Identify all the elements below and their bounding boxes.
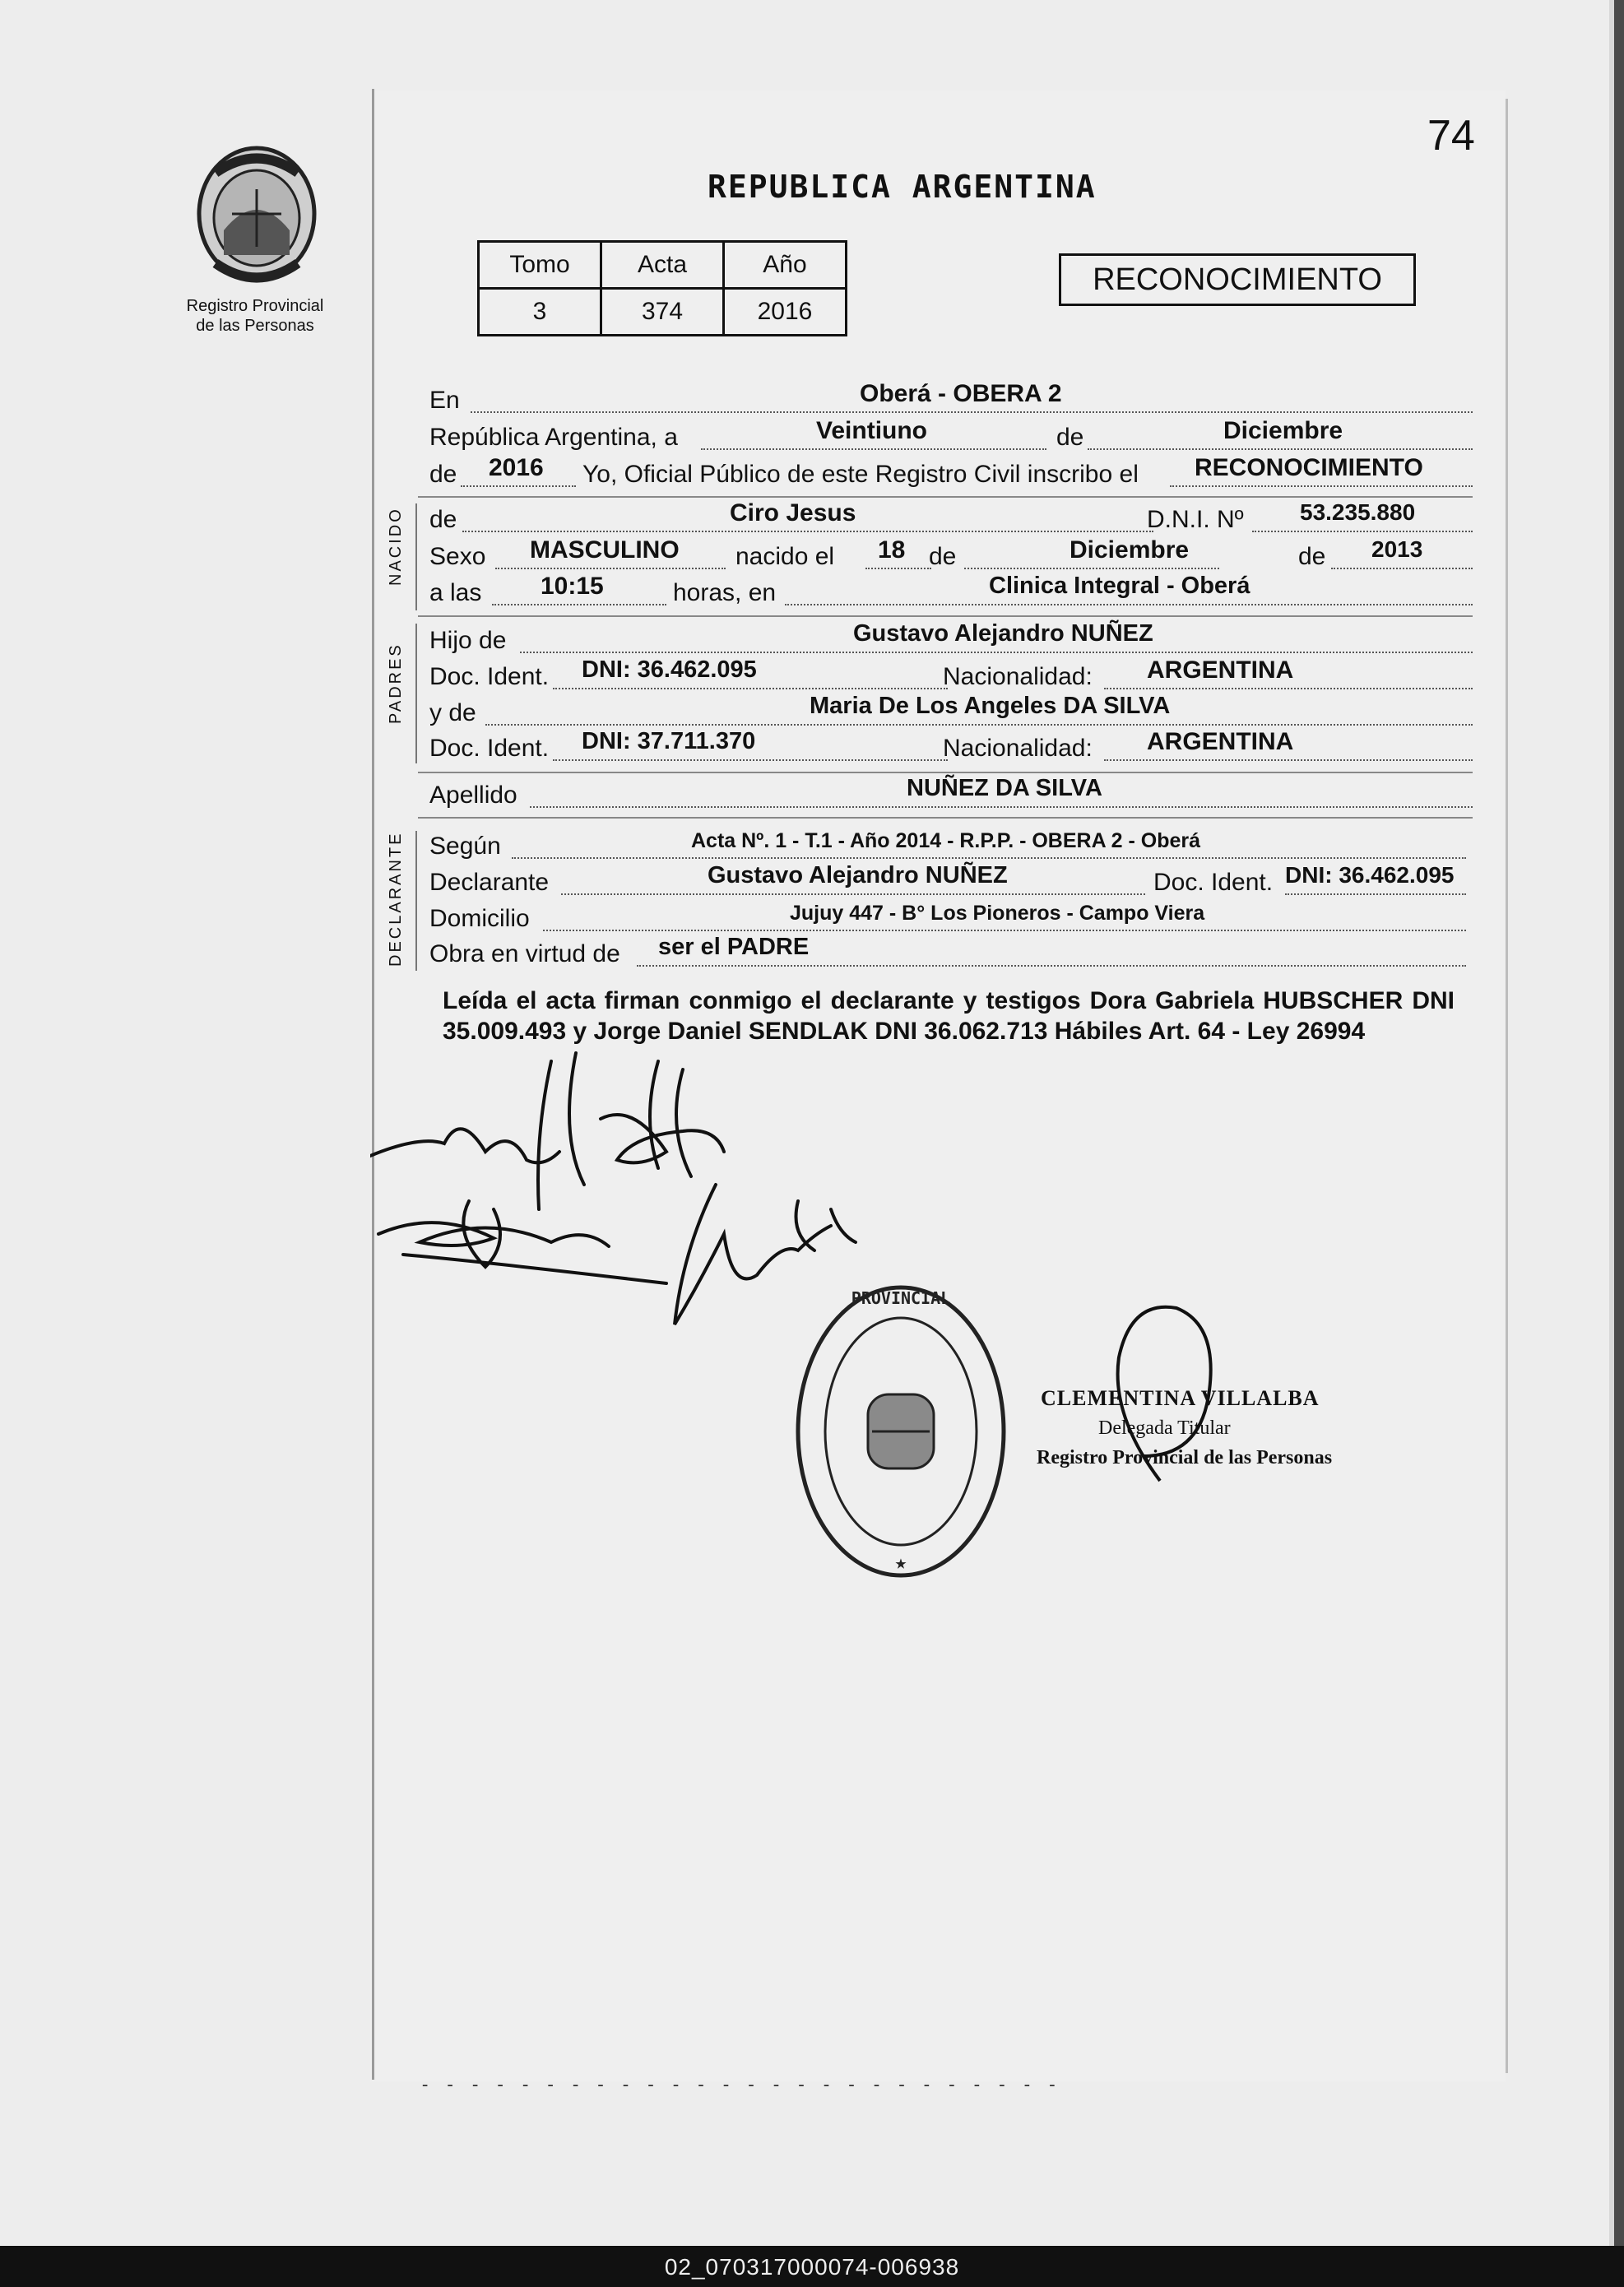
row-obra bbox=[429, 934, 1473, 976]
padres-bracket bbox=[415, 624, 417, 763]
separator bbox=[418, 772, 1473, 773]
month-value: Diciembre bbox=[1223, 417, 1343, 444]
act-value: RECONOCIMIENTO bbox=[1195, 454, 1423, 481]
birth-month-value: Diciembre bbox=[1070, 536, 1190, 564]
declarante-doc-label: Doc. Ident. bbox=[1153, 869, 1274, 896]
child-dni-value: 53.235.880 bbox=[1300, 499, 1416, 525]
sexo-value: MASCULINO bbox=[530, 536, 680, 564]
en-label: En bbox=[429, 387, 460, 414]
segun-label: Según bbox=[429, 833, 501, 860]
right-margin-line bbox=[1506, 99, 1508, 2073]
domicilio-value: Jujuy 447 - B° Los Pioneros - Campo Viera bbox=[790, 902, 1205, 925]
de-label-2: de bbox=[429, 461, 457, 488]
nacido-bracket bbox=[415, 503, 417, 610]
official-title: Delegada Titular bbox=[1098, 1417, 1231, 1439]
tomo-value: 3 bbox=[479, 289, 601, 336]
horas-label: horas, en bbox=[673, 579, 777, 606]
mother-name-value: Maria De Los Angeles DA SILVA bbox=[810, 693, 1171, 719]
anio-value: 2016 bbox=[724, 289, 847, 336]
nacido-label: nacido el bbox=[735, 543, 835, 570]
mother-nationality-value: ARGENTINA bbox=[1147, 728, 1294, 755]
separator bbox=[418, 496, 1473, 498]
separator bbox=[418, 817, 1473, 819]
registry-label-line2: de las Personas bbox=[196, 317, 314, 335]
day-value: Veintiuno bbox=[816, 417, 927, 444]
acta-value: 374 bbox=[601, 289, 724, 336]
row-year bbox=[429, 454, 1473, 497]
obra-value: ser el PADRE bbox=[658, 934, 810, 960]
alas-label: a las bbox=[429, 579, 482, 606]
row-domicilio bbox=[429, 902, 1473, 941]
footer-code: 02_070317000074-006938 bbox=[664, 2254, 960, 2280]
registry-label bbox=[165, 296, 346, 336]
svg-text:★: ★ bbox=[894, 1551, 907, 1574]
mother-doc-value: DNI: 37.711.370 bbox=[582, 728, 756, 754]
domicilio-label: Domicilio bbox=[429, 905, 530, 932]
birth-time-value: 10:15 bbox=[541, 573, 604, 600]
declarante-label: Declarante bbox=[429, 869, 550, 896]
birth-place-value: Clinica Integral - Oberá bbox=[989, 573, 1250, 599]
place-value: Oberá - OBERA 2 bbox=[860, 380, 1062, 407]
closing-statement: Leída el acta firman conmigo el declarante y testigos Dora Gabriela HUBSCHER DNI 35.009.493 y Jorge Daniel SENDLAK DNI 36.062.713 Hábiles Art. 64 - Ley 26994 bbox=[443, 987, 1455, 1045]
father-nationality-label: Nacionalidad: bbox=[943, 663, 1093, 690]
inscribo-label: Yo, Oficial Público de este Registro Civil inscribo el bbox=[582, 461, 1139, 488]
mother-doc-label: Doc. Ident. bbox=[429, 735, 550, 762]
acta-header: Acta bbox=[601, 242, 724, 289]
father-doc-label: Doc. Ident. bbox=[429, 663, 550, 690]
father-name-value: Gustavo Alejandro NUÑEZ bbox=[853, 620, 1153, 647]
declarante-section-label: DECLARANTE bbox=[387, 831, 405, 967]
birth-de-label-3: de bbox=[1298, 543, 1326, 570]
de-label: de bbox=[1056, 424, 1084, 451]
mother-nationality-label: Nacionalidad: bbox=[943, 735, 1093, 762]
apellido-label: Apellido bbox=[429, 782, 517, 809]
act-type-box: RECONOCIMIENTO bbox=[1059, 253, 1416, 306]
nacido-section-label: NACIDO bbox=[387, 507, 405, 586]
republic-label: República Argentina, a bbox=[429, 424, 678, 451]
segun-value: Acta Nº. 1 - T.1 - Año 2014 - R.P.P. - OBERA 2 - Oberá bbox=[691, 829, 1201, 852]
apellido-value: NUÑEZ DA SILVA bbox=[907, 775, 1102, 801]
register-table bbox=[477, 240, 847, 336]
row-mother-doc bbox=[429, 728, 1473, 771]
official-stamp-icon bbox=[786, 1279, 1016, 1584]
declarante-doc-value: DNI: 36.462.095 bbox=[1285, 862, 1455, 888]
yde-label: y de bbox=[429, 699, 476, 726]
birth-year-value: 2013 bbox=[1371, 536, 1423, 562]
document-title: REPUBLICA ARGENTINA bbox=[708, 169, 1097, 205]
separator bbox=[418, 615, 1473, 617]
row-declarante bbox=[429, 862, 1473, 905]
child-name-value: Ciro Jesus bbox=[730, 499, 856, 527]
child-de-label: de bbox=[429, 506, 457, 533]
sexo-label: Sexo bbox=[429, 543, 486, 570]
declarante-bracket bbox=[415, 831, 417, 971]
official-name: CLEMENTINA VILLALBA bbox=[1041, 1386, 1320, 1410]
hijo-label: Hijo de bbox=[429, 627, 507, 654]
svg-text:PROVINCIAL: PROVINCIAL bbox=[851, 1288, 951, 1308]
bottom-dashes: - - - - - - - - - - - - - - - - - - - - - - - - - - bbox=[420, 2075, 1060, 2095]
registry-label-line1: Registro Provincial bbox=[186, 297, 324, 315]
father-nationality-value: ARGENTINA bbox=[1147, 656, 1294, 684]
padres-section-label: PADRES bbox=[387, 642, 405, 724]
page-number: 74 bbox=[1427, 112, 1475, 160]
obra-label: Obra en virtud de bbox=[429, 940, 620, 967]
birth-de-label: de bbox=[929, 543, 957, 570]
anio-header: Año bbox=[724, 242, 847, 289]
year-value: 2016 bbox=[489, 454, 544, 481]
dni-label: D.N.I. Nº bbox=[1147, 506, 1244, 533]
misiones-seal-icon bbox=[191, 140, 322, 296]
declarante-name-value: Gustavo Alejandro NUÑEZ bbox=[708, 862, 1008, 888]
tomo-header: Tomo bbox=[479, 242, 601, 289]
row-surname bbox=[429, 775, 1473, 818]
father-doc-value: DNI: 36.462.095 bbox=[582, 656, 757, 683]
row-time-place bbox=[429, 573, 1473, 615]
official-office: Registro Provincial de las Personas bbox=[1037, 1447, 1333, 1468]
birth-day-value: 18 bbox=[878, 536, 906, 564]
